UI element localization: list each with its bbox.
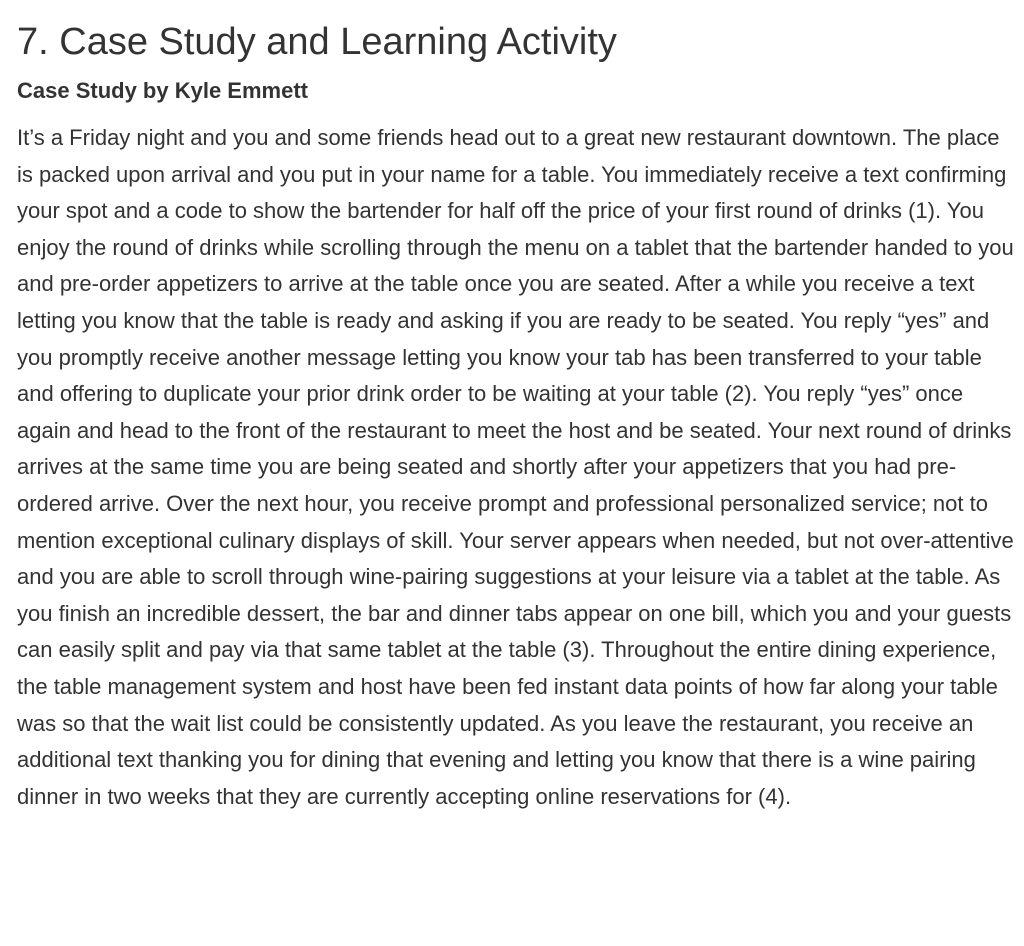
case-study-author: Case Study by Kyle Emmett: [17, 78, 308, 103]
section-heading: 7. Case Study and Learning Activity: [17, 21, 617, 63]
case-study-paragraph: It’s a Friday night and you and some friends head out to a great new restaurant downtown. The place is packed upon arrival and you put in your name for a table. You immediately receive a text confirming your spot and a code to show the bartender for half off the price of your first round of drinks (1). You enjoy the round of drinks while scrolling through the menu on a tablet that the bartender handed to you and pre-order appetizers to arrive at the table once you are seated. After a while you receive a text letting you know that the table is ready and asking if you are ready to be seated. You reply “yes” and you promptly receive another message letting you know your tab has been transferred to your table and offering to duplicate your prior drink order to be waiting at your table (2). You reply “yes” once again and head to the front of the restaurant to meet the host and be seated. Your next round of drinks arrives at the same time you are being seated and shortly after your appetizers that you had pre-ordered arrive. Over the next hour, you receive prompt and professional personalized service; not to mention exceptional culinary displays of skill. Your server appears when needed, but not over-attentive and you are able to scroll through wine-pairing suggestions at your leisure via a tablet at the table. As you finish an incredible dessert, the bar and dinner tabs appear on one bill, which you and your guests can easily split and pay via that same tablet at the table (3). Throughout the entire dining experience, the table management system and host have been fed instant data points of how far along your table was so that the wait list could be consistently updated. As you leave the restaurant, you receive an additional text thanking you for dining that evening and letting you know that there is a wine pairing dinner in two weeks that they are currently accepting online reservations for (4).: [17, 125, 1014, 809]
